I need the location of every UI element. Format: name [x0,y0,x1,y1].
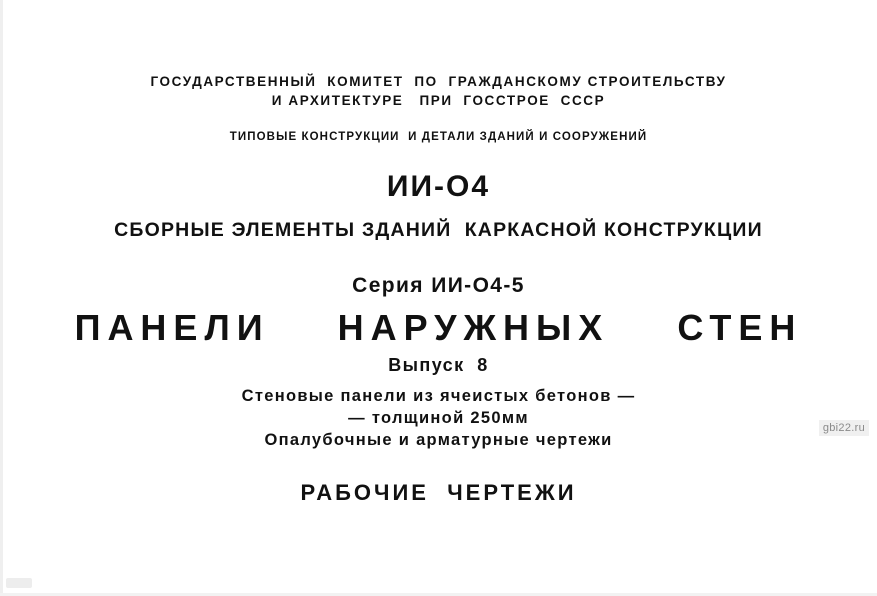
subheader-standard-constructions: ТИПОВЫЕ КОНСТРУКЦИИ И ДЕТАЛИ ЗДАНИЙ И СООРУЖЕНИЙ [229,131,648,143]
page-title: ПАНЕЛИ НАРУЖНЫХ СТЕН [74,307,803,348]
description-block [0,385,877,451]
committee-header [0,72,877,110]
series-number: Серия ИИ-О4-5 [352,274,525,297]
document-code: ИИ-О4 [386,170,491,203]
committee-header-line-1: ГОСУДАРСТВЕННЫЙ КОМИТЕТ ПО ГРАЖДАНСКОМУ СТРОИТЕЛЬСТВУ [150,74,727,89]
committee-header-line-2: И АРХИТЕКТУРЕ ПРИ ГОССТРОЕ СССР [271,93,606,108]
description-line-3: Опалубочные и арматурные чертежи [264,431,613,449]
description-line-1: Стеновые панели из ячеистых бетонов — [241,387,636,405]
prefab-elements-line: СБОРНЫЕ ЭЛЕМЕНТЫ ЗДАНИЙ КАРКАСНОЙ КОНСТРУКЦИИ [114,219,763,241]
watermark-label: gbi22.ru [819,420,869,436]
issue-number: Выпуск 8 [388,355,489,375]
working-drawings-label: РАБОЧИЕ ЧЕРТЕЖИ [300,480,577,505]
description-line-2: — толщиной 250мм [348,409,529,427]
